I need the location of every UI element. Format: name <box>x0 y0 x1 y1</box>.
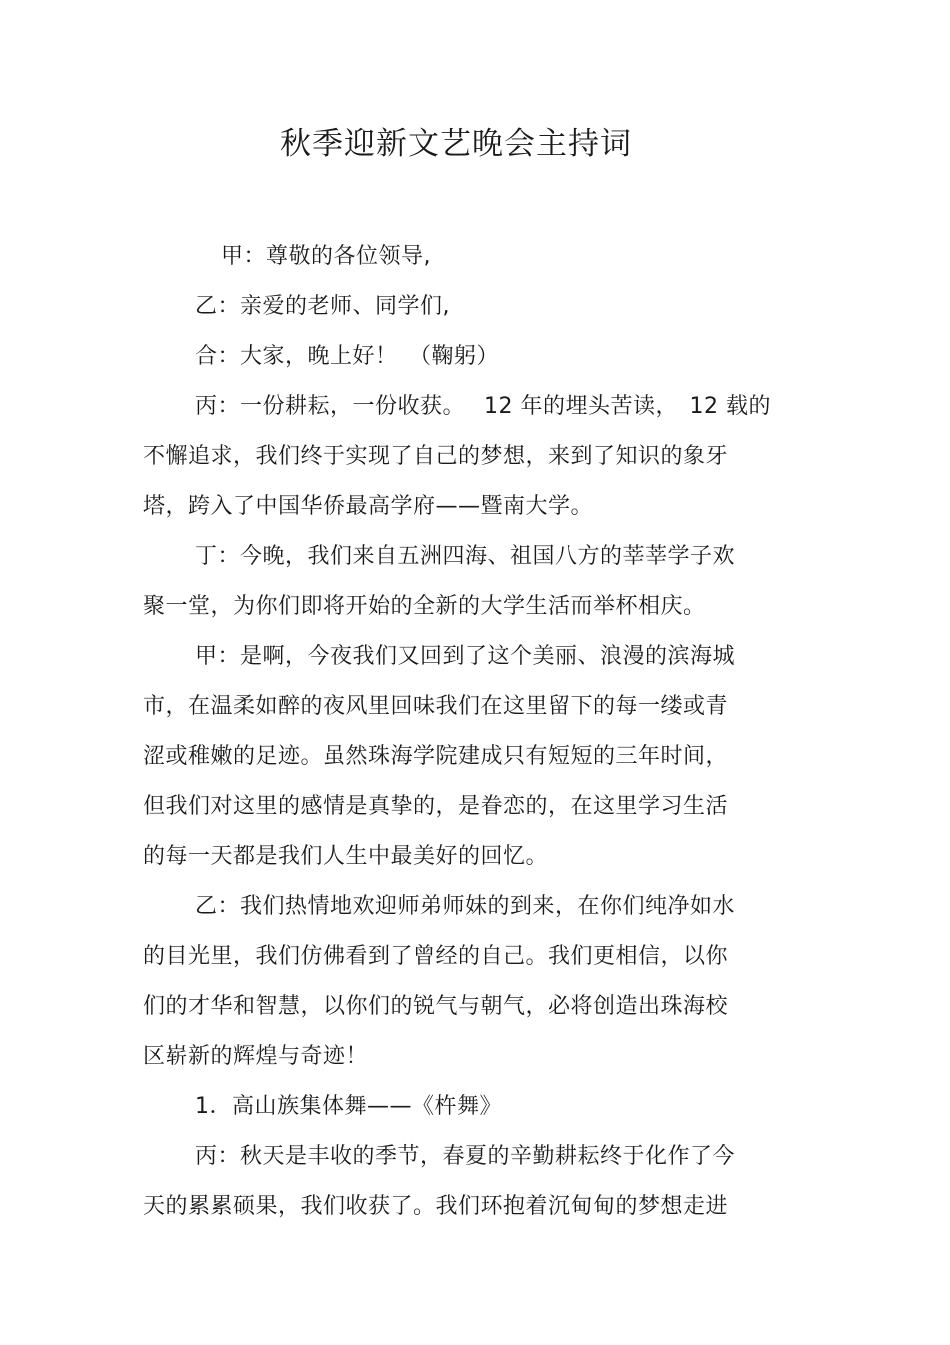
text-line: 但我们对这里的感情是真挚的，是眷恋的，在这里学习生活 <box>143 794 729 819</box>
text-line: 丙：一份耕耘，一份收获。 12 年的埋头苦读， 12 载的 <box>195 394 771 419</box>
text-line: 不懈追求，我们终于实现了自己的梦想，来到了知识的象牙 <box>143 444 729 469</box>
text-line: 涩或稚嫩的足迹。虽然珠海学院建成只有短短的三年时间， <box>143 744 729 769</box>
program-item: 1．高山族集体舞——《杵舞》 <box>195 1094 502 1119</box>
text-line: 的每一天都是我们人生中最美好的回忆。 <box>143 844 549 869</box>
text-line: 塔，跨入了中国华侨最高学府——暨南大学。 <box>143 494 594 519</box>
text-line: 的目光里，我们仿佛看到了曾经的自己。我们更相信，以你 <box>143 944 729 969</box>
text-line: 区崭新的辉煌与奇迹！ <box>143 1044 369 1069</box>
text-line: 们的才华和智慧，以你们的锐气与朝气，必将创造出珠海校 <box>143 994 729 1019</box>
text-line: 丙：秋天是丰收的季节，春夏的辛勤耕耘终于化作了今 <box>195 1144 736 1169</box>
text-line: 天的累累硕果，我们收获了。我们环抱着沉甸甸的梦想走进 <box>143 1194 729 1219</box>
text-line: 聚一堂，为你们即将开始的全新的大学生活而举杯相庆。 <box>143 594 706 619</box>
document-title: 秋季迎新文艺晚会主持词 <box>280 126 632 162</box>
text-line: 乙：我们热情地欢迎师弟师妹的到来，在你们纯净如水 <box>195 894 736 919</box>
text-line: 市，在温柔如醉的夜风里回味我们在这里留下的每一缕或青 <box>143 694 729 719</box>
text-line: 甲：尊敬的各位领导, <box>221 244 431 269</box>
text-line: 乙：亲爱的老师、同学们, <box>195 294 450 319</box>
text-line: 合：大家，晚上好！ （鞠躬） <box>195 344 500 369</box>
text-line: 甲：是啊，今夜我们又回到了这个美丽、浪漫的滨海城 <box>195 644 736 669</box>
text-line: 丁：今晚，我们来自五洲四海、祖国八方的莘莘学子欢 <box>195 544 736 569</box>
